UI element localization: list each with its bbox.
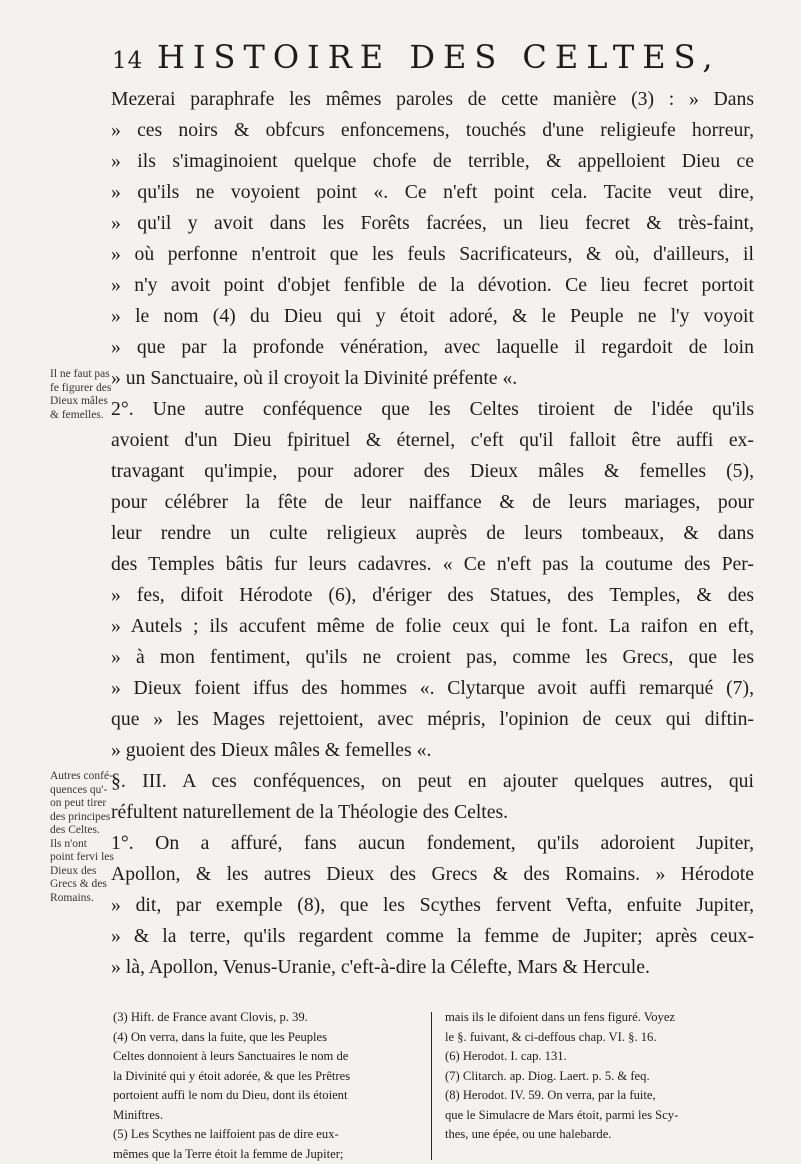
footnote-line: (8) Herodot. IV. 59. On verra, par la fuite,: [445, 1086, 755, 1106]
text-line: » à mon fentiment, qu'ils ne croient pas, comme les Grecs, que les: [111, 642, 754, 673]
footnote-line: que le Simulacre de Mars étoit, parmi les Scy-: [445, 1106, 755, 1126]
running-title: HISTOIRE DES CELTES,: [157, 38, 721, 76]
footnote-line: Celtes donnoient à leurs Sanctuaires le nom de: [113, 1047, 423, 1067]
main-text: [111, 84, 754, 983]
margin-note-line: point fervi les: [50, 851, 108, 865]
text-line: » ces noirs & obfcurs enfoncemens, touchés d'une religieufe horreur,: [111, 115, 754, 146]
page-number: 14: [112, 48, 143, 74]
footnote-line: (6) Herodot. I. cap. 131.: [445, 1047, 755, 1067]
margin-note-line: Grecs & des: [50, 878, 108, 892]
footnotes-right-column: [445, 1008, 755, 1145]
margin-note-line: Ils n'ont: [50, 838, 108, 852]
text-line: » le nom (4) du Dieu qui y étoit adoré, & le Peuple ne l'y voyoit: [111, 301, 754, 332]
text-line: Mezerai paraphrafe les mêmes paroles de cette manière (3) : » Dans: [111, 84, 754, 115]
text-line: » là, Apollon, Venus-Uranie, c'eft-à-dire la Célefte, Mars & Hercule.: [111, 952, 754, 983]
margin-note-line: Il ne faut pas: [50, 368, 108, 382]
text-line: » qu'ils ne voyoient point «. Ce n'eft point cela. Tacite veut dire,: [111, 177, 754, 208]
footnote-line: (4) On verra, dans la fuite, que les Peuples: [113, 1028, 423, 1048]
text-line: » & la terre, qu'ils regardent comme la femme de Jupiter; après ceux-: [111, 921, 754, 952]
text-line: travagant qu'impie, pour adorer des Dieux mâles & femelles (5),: [111, 456, 754, 487]
margin-note-line: des Celtes.: [50, 824, 108, 838]
text-line: que » les Mages rejettoient, avec mépris, l'opinion de ceux qui diftin-: [111, 704, 754, 735]
text-line: réfultent naturellement de la Théologie des Celtes.: [111, 797, 754, 828]
footnote-line: Miniftres.: [113, 1106, 423, 1126]
margin-note-line: & femelles.: [50, 409, 108, 423]
page-header: [112, 34, 752, 78]
text-line: » ils s'imaginoient quelque chofe de terrible, & appelloient Dieu ce: [111, 146, 754, 177]
footnote-line: le §. fuivant, & ci-deffous chap. VI. §. 16.: [445, 1028, 755, 1048]
text-line: » que par la profonde vénération, avec laquelle il regardoit de loin: [111, 332, 754, 363]
margin-note-line: on peut tirer: [50, 797, 108, 811]
text-line: » qu'il y avoit dans les Forêts facrées, un lieu fecret & très-faint,: [111, 208, 754, 239]
margin-note-line: quences qu'-: [50, 784, 108, 798]
footnote-line: la Divinité qui y étoit adorée, & que les Prêtres: [113, 1067, 423, 1087]
margin-note-line: fe figurer des: [50, 382, 108, 396]
footnote-line: (3) Hift. de France avant Clovis, p. 39.: [113, 1008, 423, 1028]
text-line: » Autels ; ils accufent même de folie ceux qui le font. La raifon en eft,: [111, 611, 754, 642]
footnote-line: portoient auffi le nom du Dieu, dont ils étoient: [113, 1086, 423, 1106]
text-line: des Temples bâtis fur leurs cadavres. « Ce n'eft pas la coutume des Per-: [111, 549, 754, 580]
margin-note-line: Romains.: [50, 892, 108, 906]
margin-note-line: Dieux des: [50, 865, 108, 879]
text-line: » dit, par exemple (8), que les Scythes fervent Vefta, enfuite Jupiter,: [111, 890, 754, 921]
text-line: » n'y avoit point d'objet fenfible de la dévotion. Ce lieu fecret portoit: [111, 270, 754, 301]
text-line: » guoient des Dieux mâles & femelles «.: [111, 735, 754, 766]
text-line: » un Sanctuaire, où il croyoit la Divinité préfente «.: [111, 363, 754, 394]
text-line: Apollon, & les autres Dieux des Grecs & des Romains. » Hérodote: [111, 859, 754, 890]
footnote-line: (7) Clitarch. ap. Diog. Laert. p. 5. & feq.: [445, 1067, 755, 1087]
margin-note-line: Dieux mâles: [50, 395, 108, 409]
footnote-line: mais ils le difoient dans un fens figuré. Voyez: [445, 1008, 755, 1028]
text-line: » Dieux foient iffus des hommes «. Clytarque avoit auffi remarqué (7),: [111, 673, 754, 704]
footnote-line: thes, une épée, ou une halebarde.: [445, 1125, 755, 1145]
footnote-line: (5) Les Scythes ne laiffoient pas de dire eux-: [113, 1125, 423, 1145]
text-line: pour célébrer la fête de leur naiffance & de leurs mariages, pour: [111, 487, 754, 518]
text-line: leur rendre un culte religieux auprès de leurs tombeaux, & dans: [111, 518, 754, 549]
text-line: » où perfonne n'entroit que les feuls Sacrificateurs, & où, d'ailleurs, il: [111, 239, 754, 270]
text-line: 1°. On a affuré, fans aucun fondement, qu'ils adoroient Jupiter,: [111, 828, 754, 859]
text-line: avoient d'un Dieu fpirituel & éternel, c'eft qu'il falloit être auffi ex-: [111, 425, 754, 456]
margin-note-autres-consequences: [50, 770, 108, 905]
footnotes-left-column: [113, 1008, 423, 1164]
text-line: 2°. Une autre conféquence que les Celtes tiroient de l'idée qu'ils: [111, 394, 754, 425]
footnote-line: mêmes que la Terre étoit la femme de Jupiter;: [113, 1145, 423, 1164]
text-line: §. III. A ces conféquences, on peut en ajouter quelques autres, qui: [111, 766, 754, 797]
footnote-divider: [431, 1012, 432, 1160]
margin-note-dieux-males: [50, 368, 108, 422]
margin-note-line: des principes: [50, 811, 108, 825]
text-line: » fes, difoit Hérodote (6), d'ériger des Statues, des Temples, & des: [111, 580, 754, 611]
margin-note-line: Autres confé-: [50, 770, 108, 784]
